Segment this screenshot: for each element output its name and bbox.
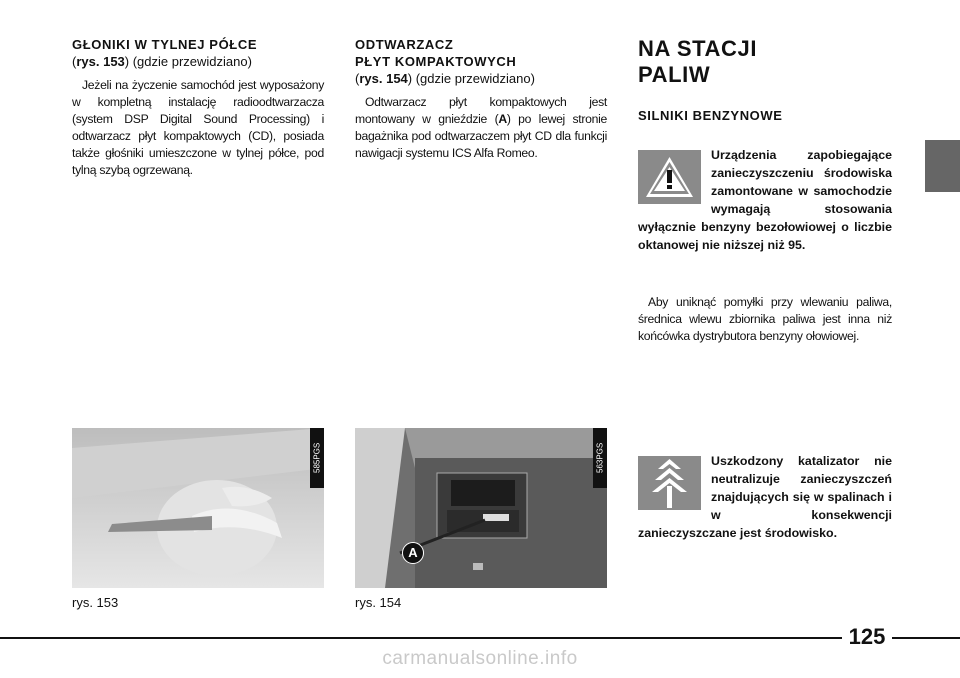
figure-reference: (rys. 153) (gdzie przewidziano) — [72, 54, 252, 69]
figure-reference: (rys. 154) (gdzie przewidziano) — [355, 71, 535, 86]
page-title-line1: NA STACJI — [638, 36, 758, 61]
watermark: carmanualsonline.info — [382, 648, 578, 669]
trunk-cd-player-photo — [355, 428, 607, 588]
page-title-line2: PALIW — [638, 62, 711, 87]
section-heading-line1: ODTWARZACZ — [355, 37, 454, 52]
figure-code: 563PGS — [593, 428, 607, 488]
figure-caption: rys. 154 — [355, 595, 402, 610]
eco-block — [638, 452, 892, 542]
rear-shelf-photo — [72, 428, 324, 588]
figure-154 — [355, 428, 607, 588]
page-number: 125 — [842, 624, 892, 650]
warning-block — [638, 146, 892, 254]
fuel-paragraph-block — [638, 294, 892, 345]
figure-153 — [72, 428, 324, 588]
section-cd-player — [355, 36, 607, 162]
callout-a: A — [402, 542, 424, 564]
section-rear-speakers — [72, 36, 324, 179]
footer-rule — [0, 637, 960, 639]
figure-caption: rys. 153 — [72, 595, 119, 610]
section-heading: GŁONIKI W TYLNEJ PÓŁCE — [72, 37, 258, 52]
paragraph: Odtwarzacz płyt kompaktowych jest montowany w gnieździe (A) po lewej stronie bagażnika pod odtwarzaczem płyt CD dla funkcji nawigacji systemu ICS Alfa Romeo. — [355, 95, 607, 160]
paragraph: Jeżeli na życzenie samochód jest wyposażony w kompletną instalację radioodtwarzacza (system DSP Digital Sound Processing) i odtwarzacz płyt kompaktowych (CD), posiada także głośniki umieszczone w tylnej półce, pod tylną szybą ogrzewaną. — [72, 78, 324, 177]
chevrons-tree-icon — [638, 456, 701, 510]
section-fuel-station — [638, 36, 892, 123]
warning-triangle-icon — [638, 150, 701, 204]
section-heading-line2: PŁYT KOMPAKTOWYCH — [355, 54, 517, 69]
chapter-tab — [925, 140, 960, 192]
eco-text: Uszkodzony katalizator nie neutralizuje zanieczyszczeń znajdujących się w spalinach i w konsekwencji zanieczyszczane jest środowisko. — [638, 454, 892, 540]
subtitle: SILNIKI BENZYNOWE — [638, 108, 783, 123]
figure-code: 585PGS — [310, 428, 324, 488]
warning-text: Urządzenia zapobiegające zanieczyszczeniu środowiska zamontowane w samochodzie wymagają stosowania wyłącznie benzyny bezołowiowej o liczbie oktanowej nie niższej niż 95. — [638, 148, 892, 252]
paragraph: Aby uniknąć pomyłki przy wlewaniu paliwa, średnica wlewu zbiornika paliwa jest inna niż końcówka dystrybutora benzyny ołowiowej. — [638, 295, 892, 343]
